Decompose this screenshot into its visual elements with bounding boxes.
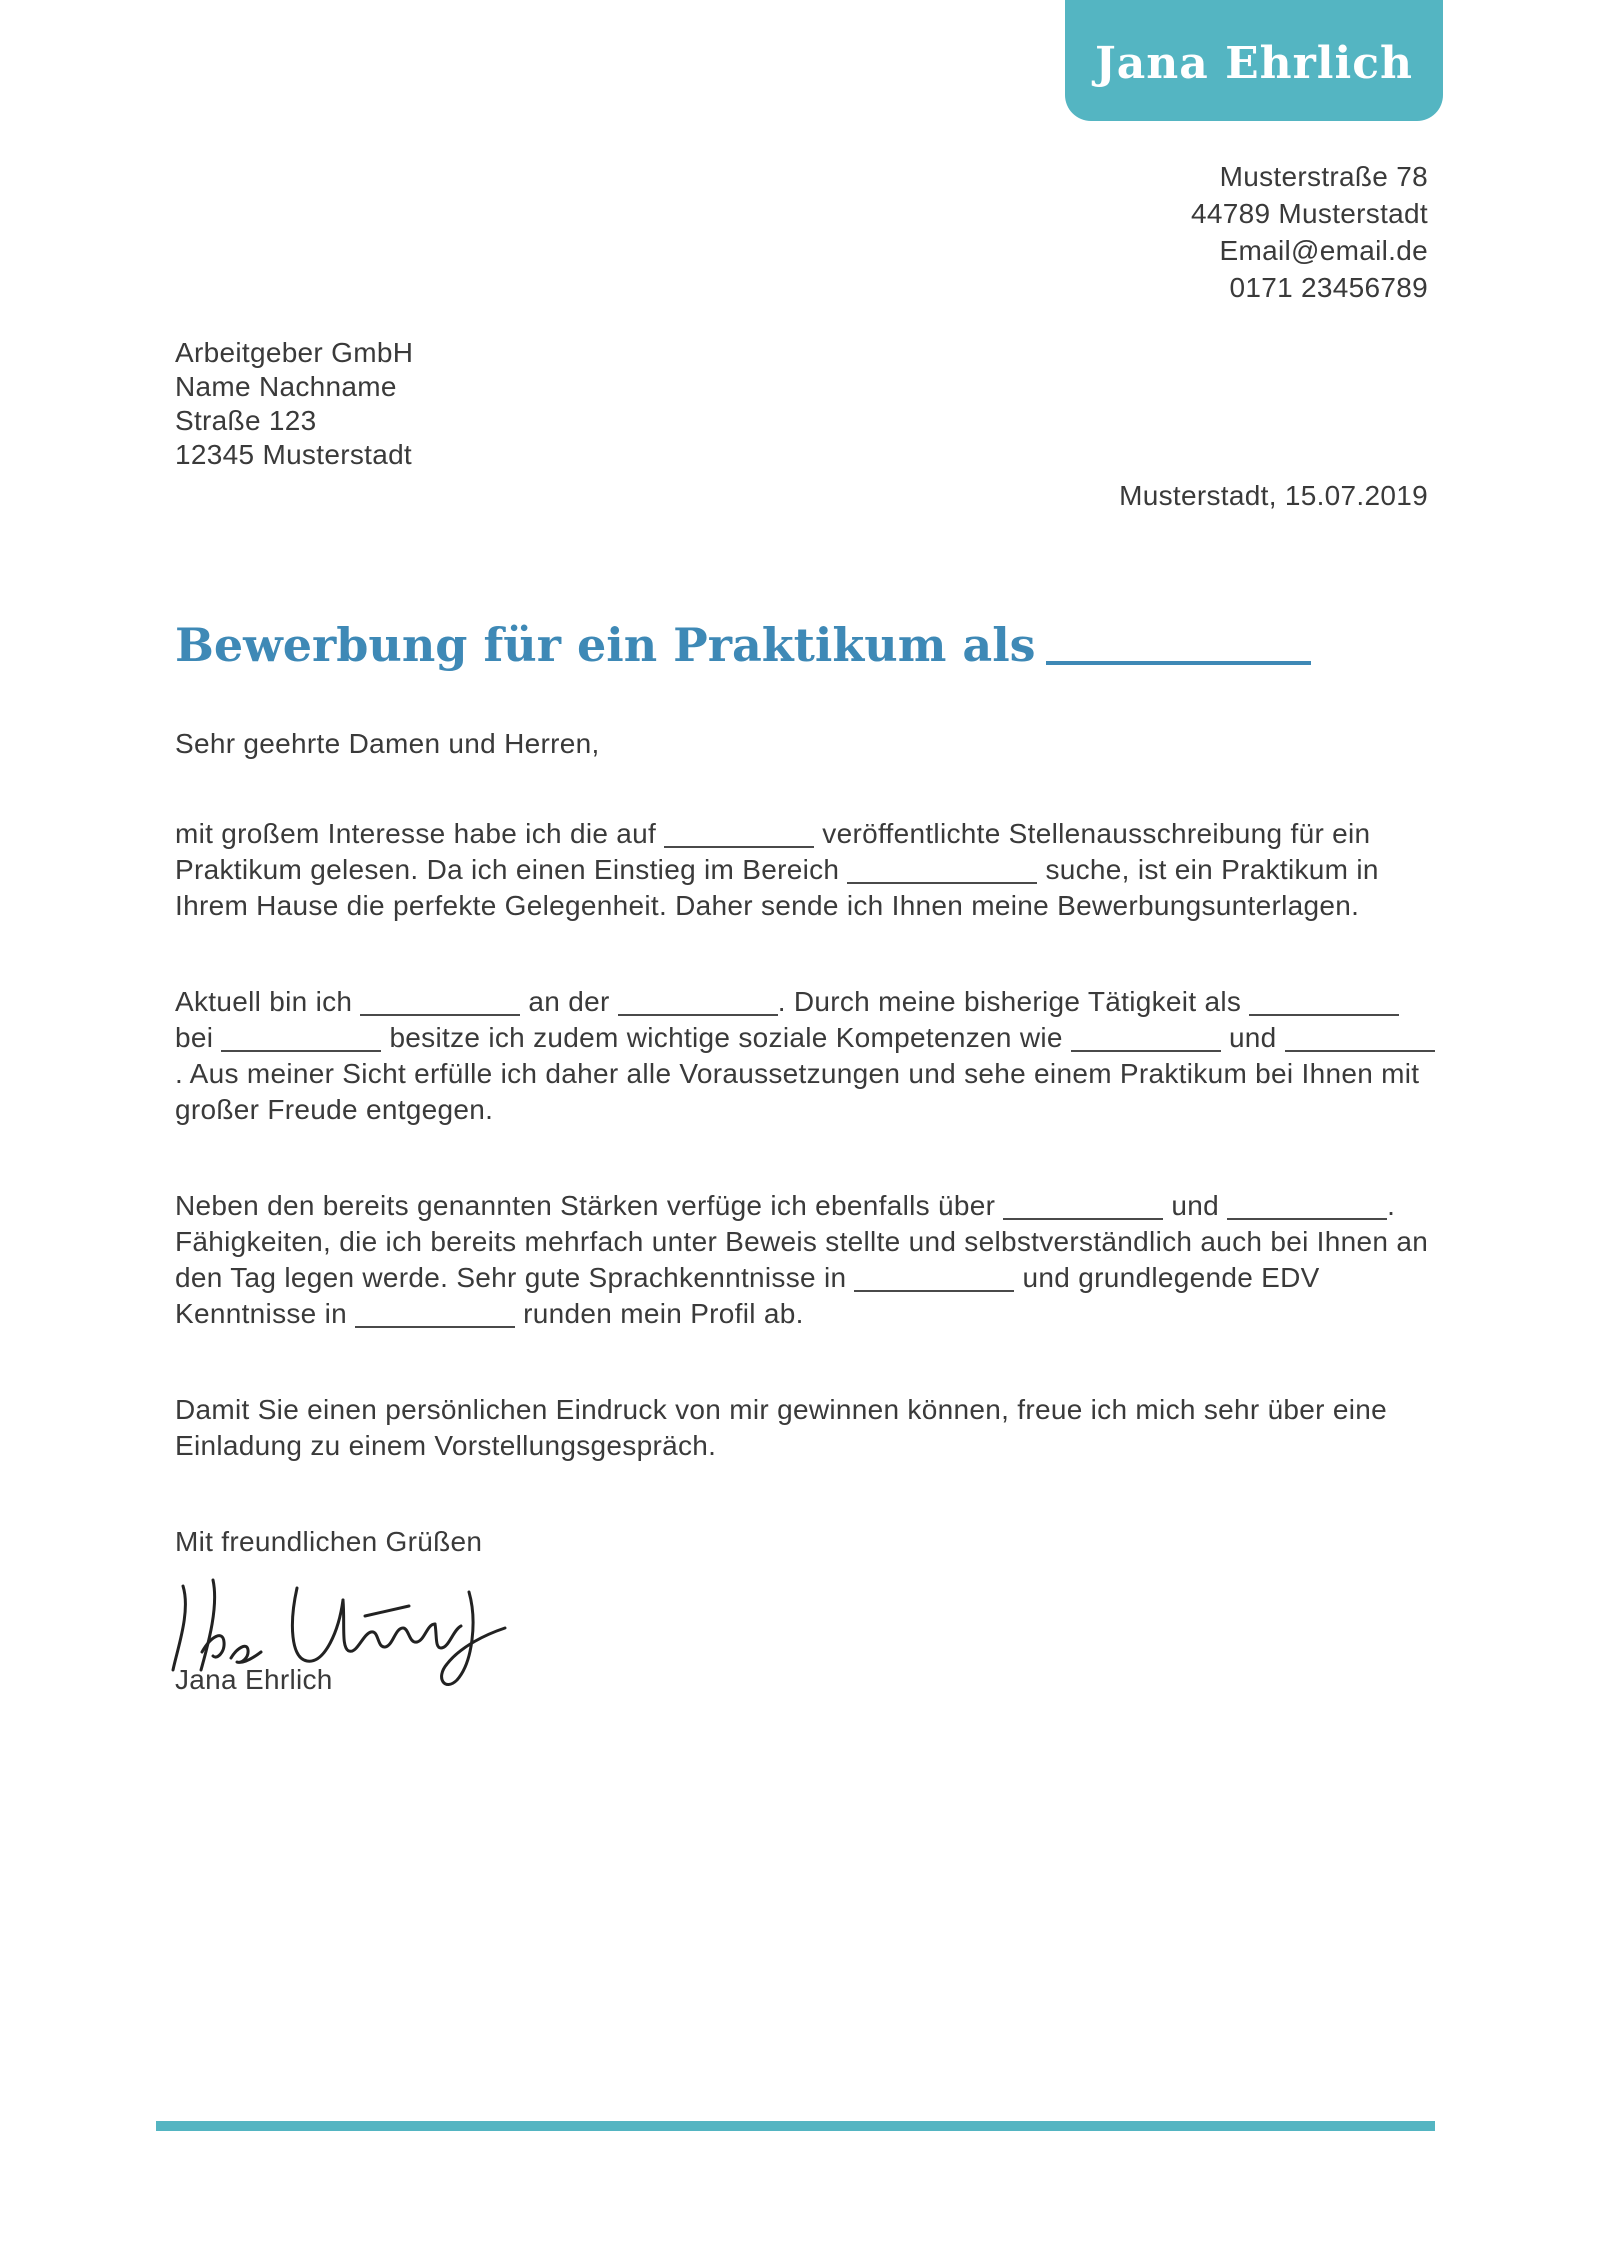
text-line: 44789 Musterstadt: [1190, 198, 1428, 229]
paragraphs-container: [175, 816, 1437, 1464]
blank-line: [664, 820, 814, 848]
blank-line: [1071, 1024, 1221, 1052]
blank-line: [1285, 1024, 1435, 1052]
blank-line: [854, 1264, 1014, 1292]
letter-paragraph: Neben den bereits genannten Stärken verfüge ich ebenfalls über und . Fähigkeiten, die ich bereits mehrfach unter Beweis stellte und selbstverständlich auch bei Ihnen an den Tag legen werde. Sehr gute Sprachkenntnisse in und grundlegende EDV Kenntnisse in runden mein Profil ab.: [175, 1190, 1429, 1329]
subject-heading: [175, 618, 1311, 672]
text-line: Straße 123: [175, 405, 317, 436]
bottom-accent-rule: [156, 2121, 1435, 2131]
date-line: Musterstadt, 15.07.2019: [1119, 480, 1428, 511]
sender-contact-block: [1191, 158, 1428, 306]
salutation-text: Sehr geehrte Damen und Herren,: [175, 728, 600, 759]
letter-paragraph: Aktuell bin ich an der . Durch meine bisherige Tätigkeit als bei besitze ich zudem wichtige soziale Kompetenzen wie und . Aus meiner Sicht erfülle ich daher alle Voraussetzungen und sehe einem Praktikum bei Ihnen mit großer Freude entgegen.: [175, 984, 1437, 1128]
applicant-name: Jana Ehrlich: [1094, 38, 1414, 89]
blank-line: [221, 1024, 381, 1052]
blank-line: [847, 856, 1037, 884]
signature-name: Jana Ehrlich: [175, 1664, 333, 1695]
text-line: Musterstraße 78: [1219, 161, 1428, 192]
blank-line: [618, 988, 778, 1016]
blank-line: [1227, 1192, 1387, 1220]
letter-body: [175, 726, 1437, 1750]
blank-line: [1003, 1192, 1163, 1220]
text-line: 0171 23456789: [1229, 272, 1428, 303]
closing-text: Mit freundlichen Grüßen: [175, 1526, 483, 1557]
recipient-block: [175, 336, 413, 472]
text-line: Email@email.de: [1219, 235, 1428, 266]
text-line: Arbeitgeber GmbH: [175, 337, 414, 368]
signature-block: [175, 1570, 1437, 1750]
header-name-box: [1065, 0, 1443, 121]
blank-line: [1249, 988, 1399, 1016]
text-line: Name Nachname: [175, 371, 397, 402]
text-line: 12345 Musterstadt: [175, 439, 413, 470]
blank-line: [355, 1300, 515, 1328]
letter-paragraph: mit großem Interesse habe ich die auf veröffentlichte Stellenausschreibung für ein Praktikum gelesen. Da ich einen Einstieg im Bereich suche, ist ein Praktikum in Ihrem Hause die perfekte Gelegenheit. Daher sende ich Ihnen meine Bewerbungsunterlagen.: [175, 818, 1379, 921]
letter-paragraph: Damit Sie einen persönlichen Eindruck von mir gewinnen können, freue ich mich sehr über eine Einladung zu einem Vorstellungsgespräch.: [175, 1394, 1388, 1461]
subject-blank-line: [1046, 627, 1311, 665]
blank-line: [360, 988, 520, 1016]
subject-text: Bewerbung für ein Praktikum als: [175, 618, 1036, 672]
